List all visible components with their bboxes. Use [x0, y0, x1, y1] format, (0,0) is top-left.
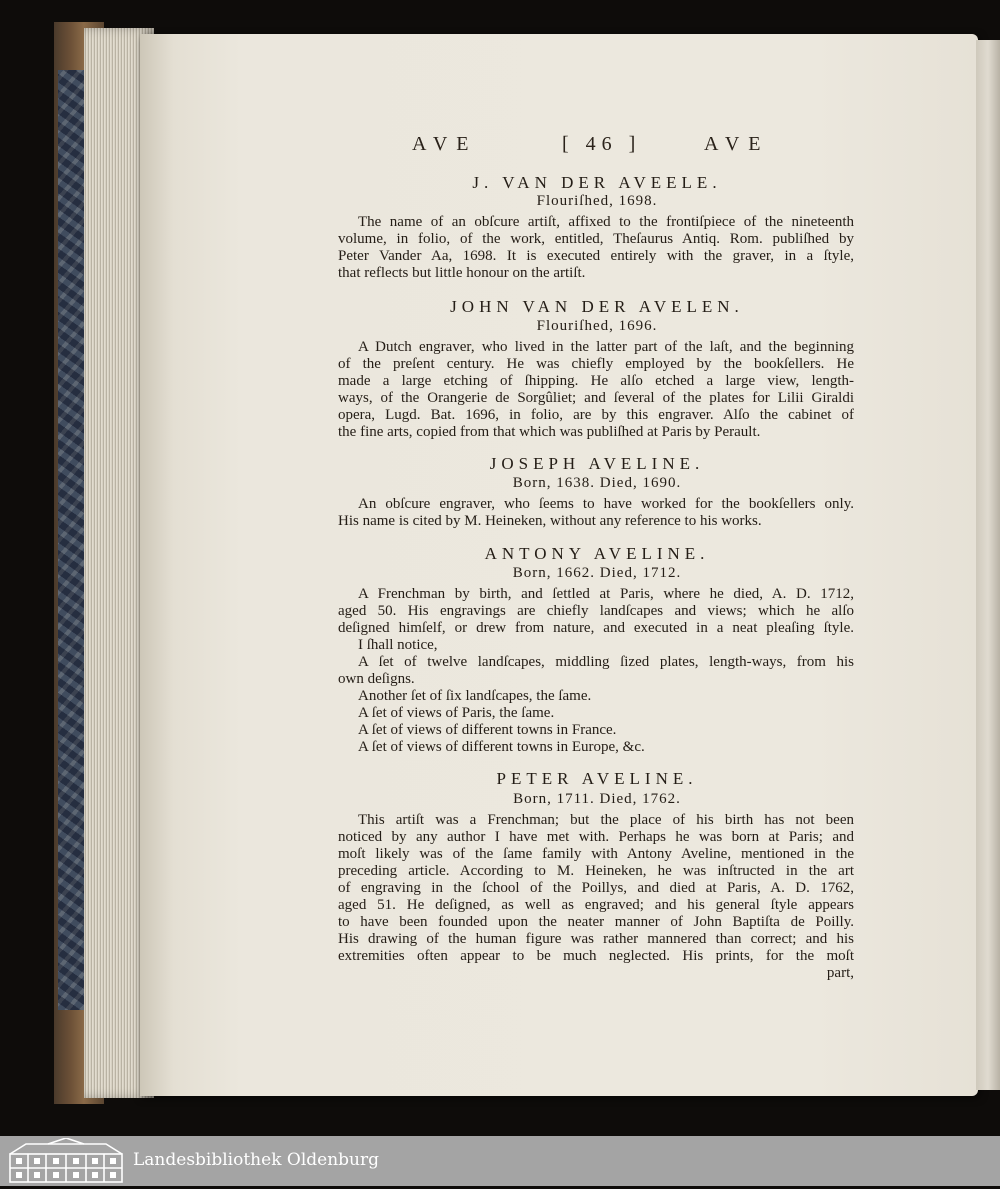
- entry-heading: PETER AVELINE.: [496, 769, 698, 788]
- list-item: Another ſet of ſix landſcapes, the ſame.: [358, 688, 592, 704]
- body-line: A Frenchman by birth, and ſettled at Paris, where he died, A. D. 1712,: [358, 586, 854, 602]
- entry-dates: Born, 1662. Died, 1712.: [512, 565, 682, 581]
- body-line: A Dutch engraver, who lived in the latter part of the laſt, and the beginning: [358, 339, 854, 355]
- footer-bar: [0, 1136, 1000, 1186]
- list-item: A ſet of views of different towns in Europe, &c.: [358, 739, 645, 755]
- body-line: The name of an obſcure artiſt, affixed to the frontiſpiece of the nineteenth: [358, 214, 854, 230]
- catchword: part,: [826, 965, 854, 981]
- entry-dates: Born, 1711. Died, 1762.: [513, 791, 681, 807]
- body-line: An obſcure engraver, who ſeems to have worked for the bookſellers only.: [358, 496, 854, 512]
- body-line: aged 51. He deſigned, as well as engraved; and his general ſtyle appears: [338, 897, 854, 913]
- body-line: ways, of the Orangerie de Sorgûliet; and ſeveral of the plates for Lilii Giraldi: [338, 390, 854, 406]
- body-line: moſt likely was of the ſame family with Antony Aveline, mentioned in the: [338, 846, 854, 862]
- body-line: preceding article. According to M. Heineken, he was inſtructed in the art: [338, 863, 854, 879]
- body-line: of engraving in the ſchool of the Poillys, and died at Paris, A. D. 1762,: [338, 880, 854, 896]
- body-line: extremities often appear to be much neglected. His prints, for the moſt: [338, 948, 854, 964]
- body-line: to have been founded upon the neater manner of John Baptiſta de Poilly.: [338, 914, 854, 930]
- page-number: [ 46 ]: [562, 133, 642, 155]
- list-item: A ſet of twelve landſcapes, middling ſized plates, length-ways, from his: [358, 654, 854, 670]
- running-head-right: AVE: [704, 133, 770, 155]
- entry-dates: Flouriſhed, 1698.: [536, 193, 658, 209]
- list-item: A ſet of views of different towns in France.: [358, 722, 617, 738]
- entry-heading: J. VAN DER AVEELE.: [472, 173, 722, 192]
- footer-label: Landesbibliothek Oldenburg: [133, 1150, 380, 1170]
- library-building-logo-icon: [8, 1138, 124, 1189]
- body-line: volume, in folio, of the work, entitled, Theſaurus Antiq. Rom. publiſhed by: [338, 231, 854, 247]
- body-line: of the preſent century. He was chiefly employed by the bookſellers. He: [338, 356, 854, 372]
- body-line: that reflects but little honour on the artiſt.: [338, 265, 586, 281]
- page-right-edge: [976, 40, 1000, 1090]
- body-line: aged 50. His engravings are chiefly landſcapes and views; which he alſo: [338, 603, 854, 619]
- body-line: opera, Lugd. Bat. 1696, in folio, are by this engraver. Alſo the cabinet of: [338, 407, 854, 423]
- body-line: made a large etching of ſhipping. He alſo etched a large view, length-: [338, 373, 854, 389]
- entry-dates: Born, 1638. Died, 1690.: [512, 475, 682, 491]
- body-line: the fine arts, copied from that which was publiſhed at Paris by Perault.: [338, 424, 761, 440]
- entry-heading: JOHN VAN DER AVELEN.: [450, 297, 744, 316]
- body-line: deſigned himſelf, or drew from nature, and executed in a neat pleaſing ſtyle.: [338, 620, 854, 636]
- list-item: A ſet of views of Paris, the ſame.: [358, 705, 555, 721]
- list-intro: I ſhall notice,: [358, 637, 438, 653]
- body-line: noticed by any author I have met with. Perhaps he was born at Paris; and: [338, 829, 854, 845]
- list-item: own deſigns.: [338, 671, 415, 687]
- running-head-left: AVE: [412, 133, 478, 155]
- body-line: His drawing of the human figure was rather mannered than correct; and his: [338, 931, 854, 947]
- body-line: Peter Vander Aa, 1698. It is executed entirely with the graver, in a ſtyle,: [338, 248, 854, 264]
- body-line: This artiſt was a Frenchman; but the place of his birth has not been: [358, 812, 854, 828]
- entry-heading: JOSEPH AVELINE.: [489, 454, 705, 473]
- entry-dates: Flouriſhed, 1696.: [536, 318, 658, 334]
- marbled-endpaper: [58, 70, 84, 1010]
- entry-heading: ANTONY AVELINE.: [484, 544, 710, 563]
- body-line: His name is cited by M. Heineken, without any reference to his works.: [338, 513, 762, 529]
